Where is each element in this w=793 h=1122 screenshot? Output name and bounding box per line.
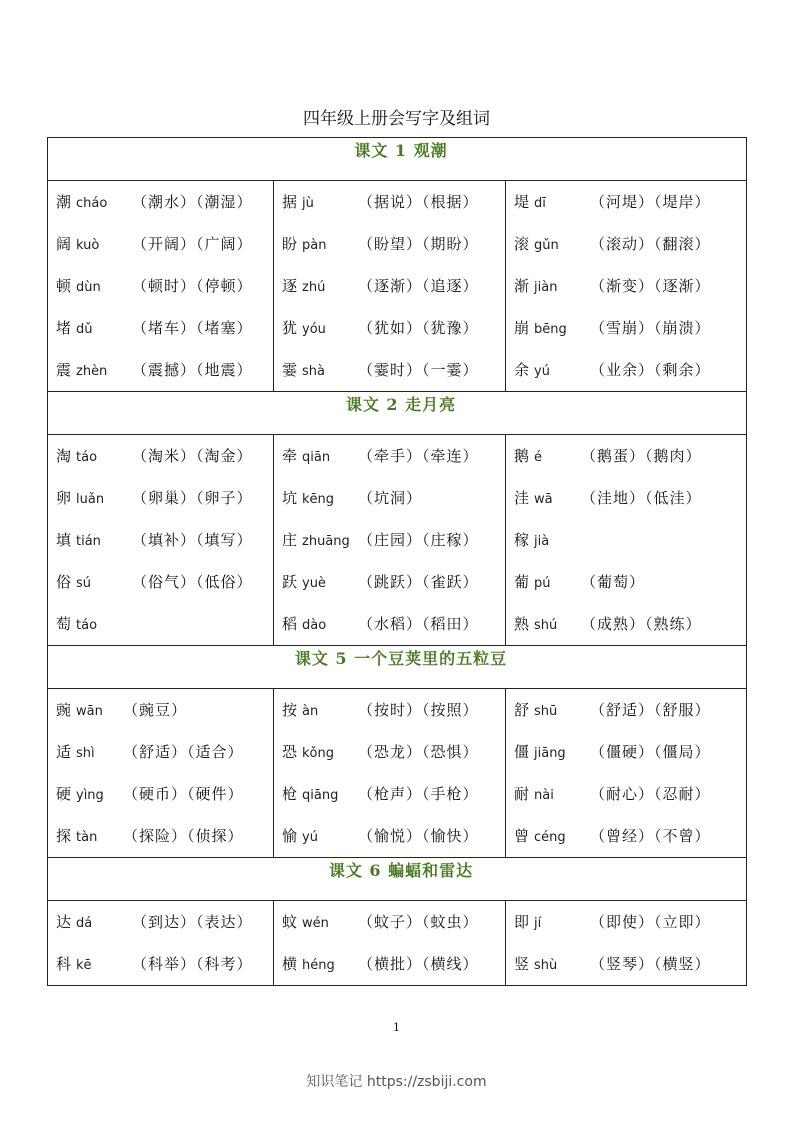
pinyin: yìng — [76, 788, 104, 803]
character: 跃 — [282, 573, 298, 591]
pinyin: é — [534, 450, 542, 465]
pinyin: yú — [534, 364, 550, 379]
character: 按 — [282, 701, 298, 719]
list-item — [282, 943, 505, 985]
word-groups: （业余）（剩余） — [590, 361, 711, 379]
word-groups: （横批）（横线） — [358, 955, 479, 973]
list-item — [282, 265, 505, 307]
character: 葡 — [514, 573, 530, 591]
word-groups: （牵手）（牵连） — [358, 447, 479, 465]
list-item — [514, 731, 746, 773]
list-item — [56, 561, 273, 603]
pinyin: yuè — [302, 576, 326, 591]
word-groups: （填补）（填写） — [132, 531, 253, 549]
list-item — [282, 603, 505, 645]
list-item — [282, 519, 505, 561]
word-groups: （鹅蛋）（鹅肉） — [581, 447, 702, 465]
character: 堵 — [56, 319, 72, 337]
pinyin: wān — [76, 704, 103, 719]
pinyin: pú — [534, 576, 551, 591]
character: 卵 — [56, 489, 72, 507]
list-item — [514, 943, 746, 985]
word-groups: （滚动）（翻滚） — [590, 235, 711, 253]
word-groups: （逐渐）（追逐） — [358, 277, 479, 295]
list-item — [282, 477, 505, 519]
word-groups: （洼地）（低洼） — [581, 489, 702, 507]
pinyin: pàn — [302, 238, 327, 253]
list-item — [56, 815, 273, 857]
character: 洼 — [514, 489, 530, 507]
list-item — [514, 435, 746, 477]
word-groups: （到达）（表达） — [132, 913, 253, 931]
character: 稻 — [282, 615, 298, 633]
lesson-entries-row — [48, 689, 747, 858]
lesson-header: 课文 5 一个豆荚里的五粒豆 — [48, 646, 747, 689]
list-item — [56, 265, 273, 307]
word-groups: （水稻）（稻田） — [358, 615, 479, 633]
pinyin: cháo — [76, 196, 108, 211]
pinyin: shà — [302, 364, 325, 379]
list-item — [56, 435, 273, 477]
list-item — [514, 561, 746, 603]
character: 淘 — [56, 447, 72, 465]
pinyin: nài — [534, 788, 554, 803]
pinyin: sú — [76, 576, 92, 591]
list-item — [282, 731, 505, 773]
entry-column — [48, 901, 274, 986]
lesson-entries-row — [48, 901, 747, 986]
word-groups: （硬币）（硬件） — [123, 785, 244, 803]
pinyin: kēng — [302, 492, 335, 507]
lesson-header: 课文 6 蝙蝠和雷达 — [48, 858, 747, 901]
pinyin: wā — [534, 492, 553, 507]
pinyin: jù — [302, 196, 314, 211]
list-item — [282, 223, 505, 265]
character: 枪 — [282, 785, 298, 803]
lesson-header: 课文 1 观潮 — [48, 138, 747, 181]
list-item — [514, 519, 746, 561]
word-groups: （蚊子）（蚊虫） — [358, 913, 479, 931]
pinyin: dào — [302, 618, 327, 633]
list-item — [56, 181, 273, 223]
character: 渐 — [514, 277, 530, 295]
entry-column — [274, 181, 506, 392]
list-item — [56, 349, 273, 391]
pinyin: kǒng — [302, 746, 334, 761]
vocabulary-table — [47, 137, 747, 986]
list-item — [282, 307, 505, 349]
character: 震 — [56, 361, 72, 379]
word-groups: （俗气）（低俗） — [132, 573, 253, 591]
character: 阔 — [56, 235, 72, 253]
pinyin: jiāng — [534, 746, 566, 761]
entry-column — [506, 435, 747, 646]
pinyin: yú — [302, 830, 318, 845]
pinyin: gǔn — [534, 238, 559, 253]
word-groups: （科举）（科考） — [132, 955, 253, 973]
word-groups: （恐龙）（恐惧） — [358, 743, 479, 761]
character: 牵 — [282, 447, 298, 465]
list-item — [282, 349, 505, 391]
pinyin: zhuāng — [302, 534, 350, 549]
word-groups: （舒适）（舒服） — [590, 701, 711, 719]
pinyin: shū — [534, 704, 558, 719]
list-item — [514, 815, 746, 857]
pinyin: yóu — [302, 322, 326, 337]
character: 稼 — [514, 531, 530, 549]
character: 顿 — [56, 277, 72, 295]
word-groups: （渐变）（逐渐） — [590, 277, 711, 295]
lesson-header-row — [48, 858, 747, 901]
character: 堤 — [514, 193, 530, 211]
character: 豌 — [56, 701, 72, 719]
character: 填 — [56, 531, 72, 549]
list-item — [56, 773, 273, 815]
word-groups: （据说）（根据） — [358, 193, 479, 211]
lesson-header: 课文 2 走月亮 — [48, 392, 747, 435]
word-groups: （盼望）（期盼） — [358, 235, 479, 253]
list-item — [56, 943, 273, 985]
pinyin: tián — [76, 534, 101, 549]
pinyin: wén — [302, 916, 329, 931]
character: 愉 — [282, 827, 298, 845]
list-item — [282, 181, 505, 223]
pinyin: dī — [534, 196, 546, 211]
word-groups: （愉悦）（愉快） — [358, 827, 479, 845]
word-groups: （曾经）（不曾） — [590, 827, 711, 845]
lesson-entries-row — [48, 181, 747, 392]
list-item — [282, 689, 505, 731]
character: 崩 — [514, 319, 530, 337]
list-item — [514, 603, 746, 645]
entry-column — [506, 901, 747, 986]
character: 霎 — [282, 361, 298, 379]
pinyin: dǔ — [76, 322, 93, 337]
character: 余 — [514, 361, 530, 379]
word-groups: （坑洞） — [358, 489, 423, 507]
list-item — [282, 561, 505, 603]
character: 据 — [282, 193, 298, 211]
pinyin: zhèn — [76, 364, 108, 379]
pinyin: shù — [534, 958, 558, 973]
pinyin: dá — [76, 916, 93, 931]
pinyin: qiān — [302, 450, 331, 465]
list-item — [514, 773, 746, 815]
lesson-entries-row — [48, 435, 747, 646]
list-item — [282, 435, 505, 477]
character: 曾 — [514, 827, 530, 845]
word-groups: （河堤）（堤岸） — [590, 193, 711, 211]
word-groups: （竖琴）（横竖） — [590, 955, 711, 973]
list-item — [282, 773, 505, 815]
pinyin: luǎn — [76, 492, 105, 507]
lesson-header-row — [48, 392, 747, 435]
list-item — [514, 349, 746, 391]
entry-column — [506, 181, 747, 392]
pinyin: kē — [76, 958, 92, 973]
entry-column — [48, 181, 274, 392]
word-groups: （顿时）（停顿） — [132, 277, 253, 295]
character: 舒 — [514, 701, 530, 719]
character: 鹅 — [514, 447, 530, 465]
word-groups: （潮水）（潮湿） — [132, 193, 253, 211]
character: 庄 — [282, 531, 298, 549]
list-item — [514, 223, 746, 265]
character: 犹 — [282, 319, 298, 337]
pinyin: jià — [534, 534, 550, 549]
pinyin: àn — [302, 704, 319, 719]
lesson-header-row — [48, 646, 747, 689]
character: 竖 — [514, 955, 530, 973]
word-groups: （按时）（按照） — [358, 701, 479, 719]
character: 熟 — [514, 615, 530, 633]
pinyin: jí — [534, 916, 542, 931]
list-item — [56, 603, 273, 645]
pinyin: tàn — [76, 830, 98, 845]
list-item — [514, 689, 746, 731]
entry-column — [274, 435, 506, 646]
pinyin: kuò — [76, 238, 100, 253]
page-title: 四年级上册会写字及组词 — [303, 109, 490, 129]
word-groups: （堵车）（堵塞） — [132, 319, 253, 337]
word-groups: （犹如）（犹豫） — [358, 319, 479, 337]
word-groups: （开阔）（广阔） — [132, 235, 253, 253]
watermark: 知识笔记 https://zsbiji.com — [306, 1074, 487, 1090]
entry-column — [48, 689, 274, 858]
list-item — [56, 901, 273, 943]
list-item — [514, 265, 746, 307]
character: 适 — [56, 743, 72, 761]
character: 科 — [56, 955, 72, 973]
word-groups: （卵巢）（卵子） — [132, 489, 253, 507]
list-item — [282, 901, 505, 943]
pinyin: jiàn — [534, 280, 558, 295]
pinyin: bēng — [534, 322, 567, 337]
pinyin: héng — [302, 958, 335, 973]
word-groups: （探险）（侦探） — [123, 827, 244, 845]
word-groups: （耐心）（忍耐） — [590, 785, 711, 803]
word-groups: （霎时）（一霎） — [358, 361, 479, 379]
word-groups: （成熟）（熟练） — [581, 615, 702, 633]
list-item — [56, 477, 273, 519]
list-item — [56, 689, 273, 731]
character: 硬 — [56, 785, 72, 803]
character: 滚 — [514, 235, 530, 253]
entry-column — [274, 689, 506, 858]
word-groups: （即使）（立即） — [590, 913, 711, 931]
character: 探 — [56, 827, 72, 845]
list-item — [514, 181, 746, 223]
page-number: 1 — [393, 1021, 400, 1034]
pinyin: táo — [76, 450, 98, 465]
pinyin: shú — [534, 618, 558, 633]
character: 坑 — [282, 489, 298, 507]
word-groups: （雪崩）（崩溃） — [590, 319, 711, 337]
character: 耐 — [514, 785, 530, 803]
list-item — [56, 731, 273, 773]
character: 潮 — [56, 193, 72, 211]
word-groups: （葡萄） — [581, 573, 646, 591]
entry-column — [48, 435, 274, 646]
list-item — [56, 307, 273, 349]
character: 萄 — [56, 615, 72, 633]
list-item — [514, 901, 746, 943]
entry-column — [506, 689, 747, 858]
entry-column — [274, 901, 506, 986]
character: 横 — [282, 955, 298, 973]
character: 即 — [514, 913, 530, 931]
word-groups: （僵硬）（僵局） — [590, 743, 711, 761]
lesson-header-row — [48, 138, 747, 181]
character: 逐 — [282, 277, 298, 295]
list-item — [56, 519, 273, 561]
character: 盼 — [282, 235, 298, 253]
word-groups: （跳跃）（雀跃） — [358, 573, 479, 591]
character: 达 — [56, 913, 72, 931]
pinyin: táo — [76, 618, 98, 633]
pinyin: qiāng — [302, 788, 339, 803]
character: 恐 — [282, 743, 298, 761]
list-item — [282, 815, 505, 857]
pinyin: céng — [534, 830, 566, 845]
pinyin: dùn — [76, 280, 101, 295]
list-item — [514, 477, 746, 519]
character: 僵 — [514, 743, 530, 761]
word-groups: （震撼）（地震） — [132, 361, 253, 379]
character: 蚊 — [282, 913, 298, 931]
word-groups: （庄园）（庄稼） — [358, 531, 479, 549]
character: 俗 — [56, 573, 72, 591]
word-groups: （舒适）（适合） — [123, 743, 244, 761]
word-groups: （豌豆） — [123, 701, 188, 719]
word-groups: （淘米）（淘金） — [132, 447, 253, 465]
pinyin: zhú — [302, 280, 326, 295]
list-item — [56, 223, 273, 265]
pinyin: shì — [76, 746, 95, 761]
list-item — [514, 307, 746, 349]
word-groups: （枪声）（手枪） — [358, 785, 479, 803]
